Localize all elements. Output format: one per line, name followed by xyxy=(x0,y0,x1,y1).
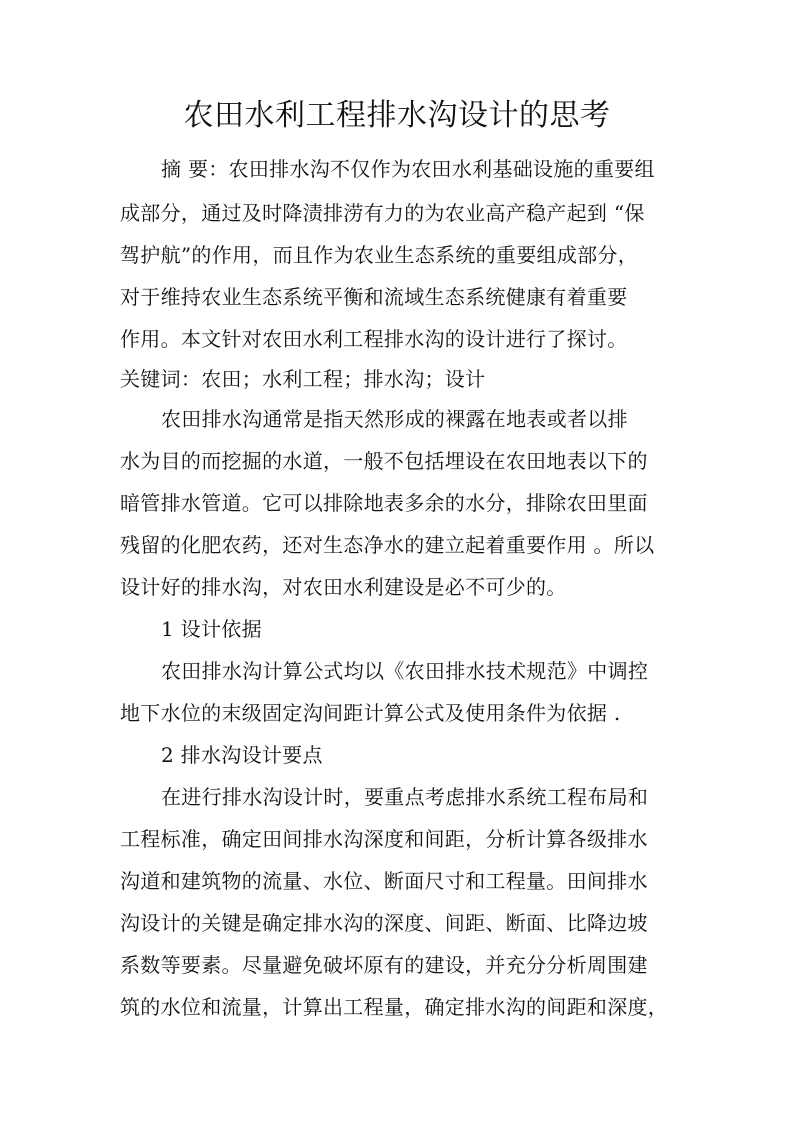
body-line: 暗管排水管道。它可以排除地表多余的水分，排除农田里面 xyxy=(120,491,648,515)
abstract-line: 作用。本文针对农田水利工程排水沟的设计进行了探讨。 xyxy=(120,327,628,351)
abstract-line: 摘 要：农田排水沟不仅作为农田水利基础设施的重要组 xyxy=(161,157,655,181)
body-line: 沟设计的关键是确定排水沟的深度、间距、断面、比降边坡 xyxy=(120,911,648,935)
keywords-line: 关键词：农田；水利工程；排水沟；设计 xyxy=(120,367,486,391)
abstract-line: 成部分，通过及时降渍排涝有力的为农业高产稳产起到 “保 xyxy=(120,201,645,225)
section-heading: 2 排水沟设计要点 xyxy=(161,743,323,767)
body-line: 在进行排水沟设计时，要重点考虑排水系统工程布局和 xyxy=(161,785,649,809)
abstract-line: 对于维持农业生态系统平衡和流域生态系统健康有着重要 xyxy=(120,285,628,309)
document-title: 农田水利工程排水沟设计的思考 xyxy=(183,98,611,133)
abstract-line: 驾护航”的作用，而且作为农业生态系统的重要组成部分， xyxy=(120,243,639,267)
body-line: 水为目的而挖掘的水道，一般不包括埋设在农田地表以下的 xyxy=(120,449,648,473)
body-line: 农田排水沟计算公式均以《农田排水技术规范》中调控 xyxy=(161,659,649,683)
section-heading: 1 设计依据 xyxy=(161,617,262,641)
body-line: 农田排水沟通常是指天然形成的裸露在地表或者以排 xyxy=(161,407,628,431)
body-line: 工程标准，确定田间排水沟深度和间距，分析计算各级排水 xyxy=(120,827,648,851)
body-line: 地下水位的末级固定沟间距计算公式及使用条件为依据 . xyxy=(120,701,621,725)
body-line: 系数等要素。尽量避免破坏原有的建设，并充分分析周围建 xyxy=(120,953,648,977)
body-line: 残留的化肥农药，还对生态净水的建立起着重要作用 。所以 xyxy=(120,533,655,557)
body-line: 设计好的排水沟，对农田水利建设是必不可少的。 xyxy=(120,575,567,599)
body-line: 筑的水位和流量，计算出工程量，确定排水沟的间距和深度， xyxy=(120,995,669,1019)
body-line: 沟道和建筑物的流量、水位、断面尺寸和工程量。田间排水 xyxy=(120,869,648,893)
